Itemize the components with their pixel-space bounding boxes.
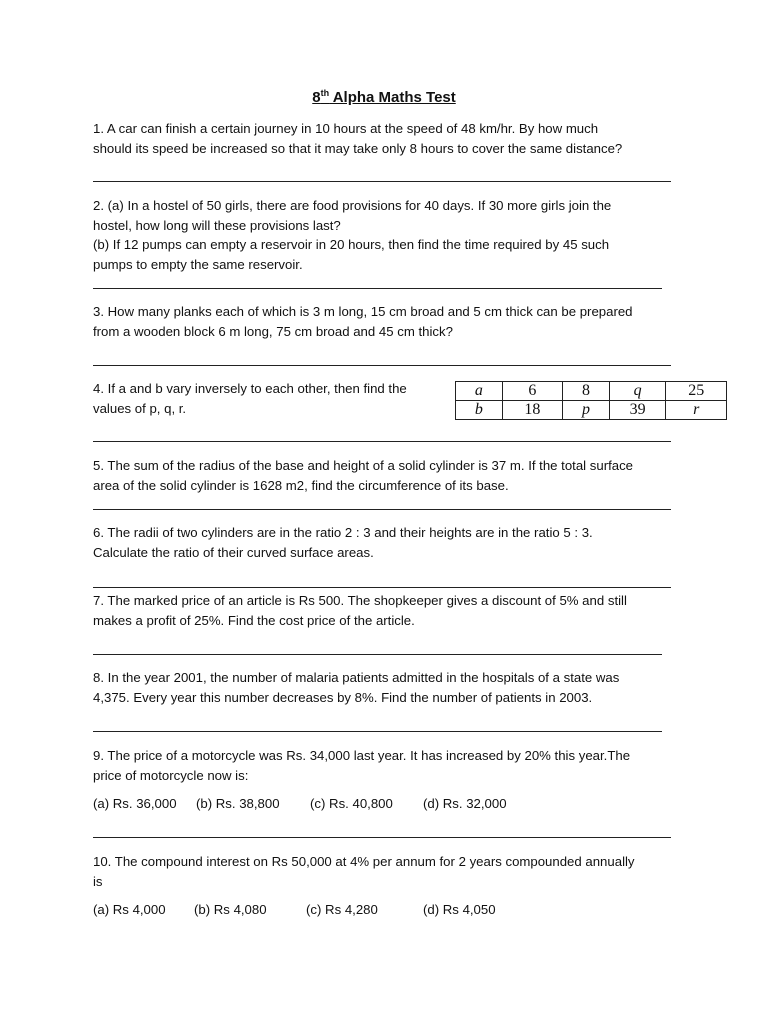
option-b: (b) Rs 4,080 — [194, 902, 267, 917]
page-title: 8th Alpha Maths Test — [312, 88, 456, 106]
question-8 — [93, 668, 683, 707]
question-line: 7. The marked price of an article is Rs 500. The shopkeeper gives a discount of 5% and still — [93, 593, 627, 608]
table-cell: 8 — [563, 382, 610, 401]
table-cell: 6 — [502, 382, 563, 401]
answer-line — [93, 654, 662, 655]
option-d: (d) Rs 4,050 — [423, 902, 496, 917]
question-line: 8. In the year 2001, the number of malaria patients admitted in the hospitals of a state was — [93, 670, 620, 685]
option-c: (c) Rs 4,280 — [306, 902, 378, 917]
question-9-options — [93, 794, 507, 813]
answer-line — [93, 441, 671, 442]
question-1 — [93, 119, 683, 158]
question-line: 9. The price of a motorcycle was Rs. 34,000 last year. It has increased by 20% this year.The — [93, 748, 631, 763]
option-d: (d) Rs. 32,000 — [423, 796, 507, 811]
question-10-options — [93, 900, 496, 919]
question-10 — [93, 852, 683, 891]
table-cell: b — [456, 401, 503, 420]
question-line: pumps to empty the same reservoir. — [93, 256, 303, 272]
answer-line — [93, 587, 671, 588]
table-row — [456, 382, 727, 401]
answer-line — [93, 181, 671, 182]
table-cell: 39 — [609, 401, 666, 420]
option-a: (a) Rs. 36,000 — [93, 796, 177, 811]
question-line: 1. A car can finish a certain journey in 10 hours at the speed of 48 km/hr. By how much — [93, 121, 599, 136]
option-a: (a) Rs 4,000 — [93, 902, 166, 917]
table-cell: a — [456, 382, 503, 401]
question-line: 4. If a and b vary inversely to each other, then find the — [93, 381, 407, 396]
answer-line — [93, 509, 671, 510]
question-line: 4,375. Every year this number decreases by 8%. Find the number of patients in 2003. — [93, 689, 593, 705]
question-line: 6. The radii of two cylinders are in the ratio 2 : 3 and their heights are in the ratio 5 : 3. — [93, 525, 593, 540]
answer-line — [93, 837, 671, 838]
question-line: should its speed be increased so that it may take only 8 hours to cover the same distance? — [93, 140, 623, 156]
question-3 — [93, 302, 683, 341]
question-6 — [93, 523, 683, 562]
question-line: area of the solid cylinder is 1628 m2, find the circumference of its base. — [93, 477, 509, 493]
question-line: 10. The compound interest on Rs 50,000 at 4% per annum for 2 years compounded annually — [93, 854, 635, 869]
question-line: is — [93, 873, 103, 889]
question-line: makes a profit of 25%. Find the cost price of the article. — [93, 612, 415, 628]
table-row — [456, 401, 727, 420]
question-line: 2. (a) In a hostel of 50 girls, there are food provisions for 40 days. If 30 more girls join the — [93, 198, 612, 213]
table-cell: p — [563, 401, 610, 420]
table-cell: 25 — [666, 382, 727, 401]
answer-line — [93, 288, 662, 289]
question-line: values of p, q, r. — [93, 400, 187, 416]
answer-line — [93, 365, 671, 366]
answer-line — [93, 731, 662, 732]
table-cell: r — [666, 401, 727, 420]
option-c: (c) Rs. 40,800 — [310, 796, 393, 811]
question-line: price of motorcycle now is: — [93, 767, 249, 783]
variation-table — [455, 381, 727, 420]
question-5 — [93, 456, 683, 495]
question-9 — [93, 746, 683, 785]
question-4 — [93, 379, 438, 418]
table-cell: q — [609, 382, 666, 401]
table-cell: 18 — [502, 401, 563, 420]
question-7 — [93, 591, 683, 630]
option-b: (b) Rs. 38,800 — [196, 796, 280, 811]
question-line: from a wooden block 6 m long, 75 cm broad and 45 cm thick? — [93, 323, 453, 339]
question-line: hostel, how long will these provisions last? — [93, 217, 341, 233]
question-line: 5. The sum of the radius of the base and height of a solid cylinder is 37 m. If the total surface — [93, 458, 634, 473]
question-line: 3. How many planks each of which is 3 m long, 15 cm broad and 5 cm thick can be prepared — [93, 304, 633, 319]
question-line: (b) If 12 pumps can empty a reservoir in 20 hours, then find the time required by 45 such — [93, 237, 610, 252]
question-2 — [93, 196, 683, 274]
question-line: Calculate the ratio of their curved surface areas. — [93, 544, 374, 560]
